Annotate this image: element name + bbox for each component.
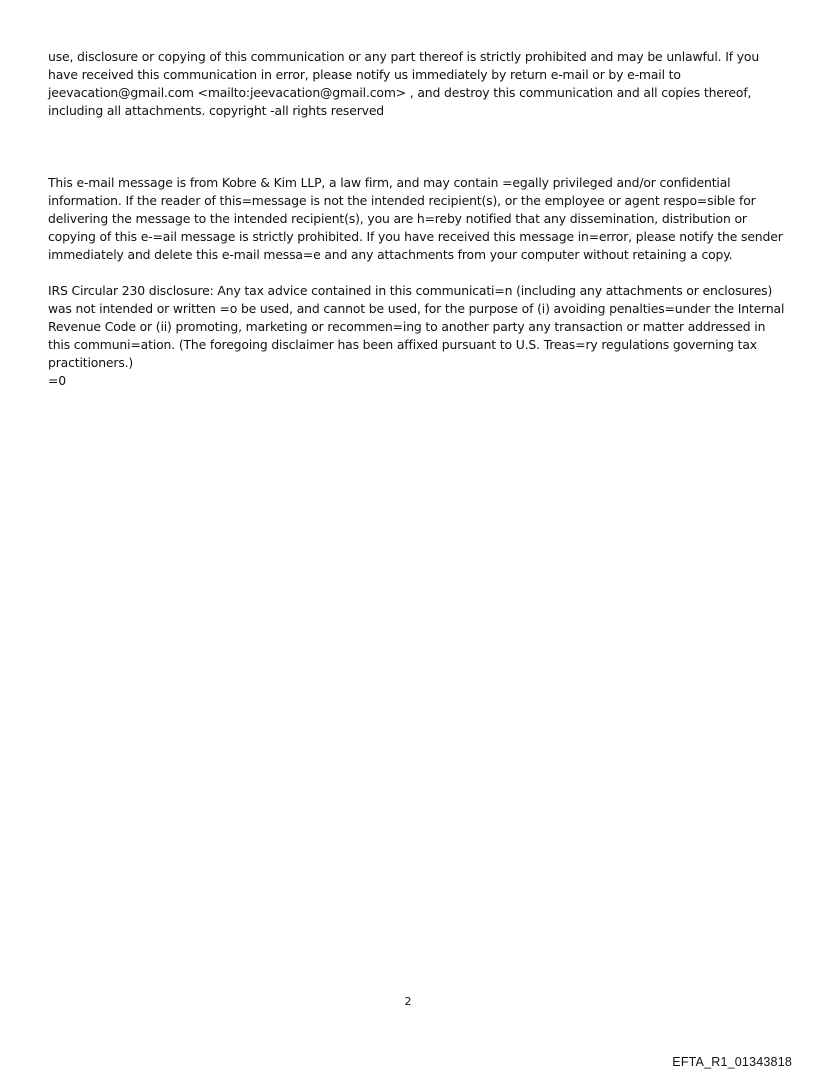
confidentiality-notice-paragraph [48, 48, 778, 120]
document-body [48, 48, 785, 390]
text-line: This e-mail message is from Kobre & Kim LLP, a law firm, and may contain =egally privileged and/or confidential [48, 175, 731, 190]
page-number: 2 [404, 995, 412, 1008]
bates-number: EFTA_R1_01343818 [672, 1055, 792, 1069]
text-line: have received this communication in error, please notify us immediately by return e-mail or by e-mail to [48, 67, 681, 82]
text-line: information. If the reader of this=message is not the intended recipient(s), or the employee or agent respo=sible for [48, 193, 756, 208]
text-line: delivering the message to the intended recipient(s), you are h=reby notified that any dissemination, distribution or [48, 211, 747, 226]
text-line: use, disclosure or copying of this communication or any part thereof is strictly prohibited and may be unlawful. If you [48, 49, 760, 64]
paragraph-spacer [48, 264, 778, 282]
text-line: Revenue Code or (ii) promoting, marketing or recommen=ing to another party any transaction or matter addressed in [48, 319, 766, 334]
text-line: this communi=ation. (The foregoing disclaimer has been affixed pursuant to U.S. Treas=ry regulations governing tax [48, 337, 757, 352]
text-line: including all attachments. copyright -all rights reserved [48, 103, 385, 118]
text-line: was not intended or written =o be used, and cannot be used, for the purpose of (i) avoiding penalties=under the Internal [48, 301, 785, 316]
text-line: practitioners.) [48, 355, 134, 370]
law-firm-disclaimer-paragraph [48, 174, 783, 264]
irs-disclosure-paragraph [48, 282, 785, 390]
paragraph-spacer [48, 120, 778, 174]
text-line: IRS Circular 230 disclosure: Any tax advice contained in this communicati=n (including any attachments or enclosures) [48, 283, 773, 298]
text-line: =0 [48, 373, 66, 388]
text-line: copying of this e-=ail message is strictly prohibited. If you have received this message in=error, please notify the sender [48, 229, 783, 244]
text-line: immediately and delete this e-mail messa=e and any attachments from your computer without retaining a copy. [48, 247, 733, 262]
text-line: jeevacation@gmail.com <mailto:jeevacation@gmail.com> , and destroy this communication and all copies thereof, [48, 85, 752, 100]
